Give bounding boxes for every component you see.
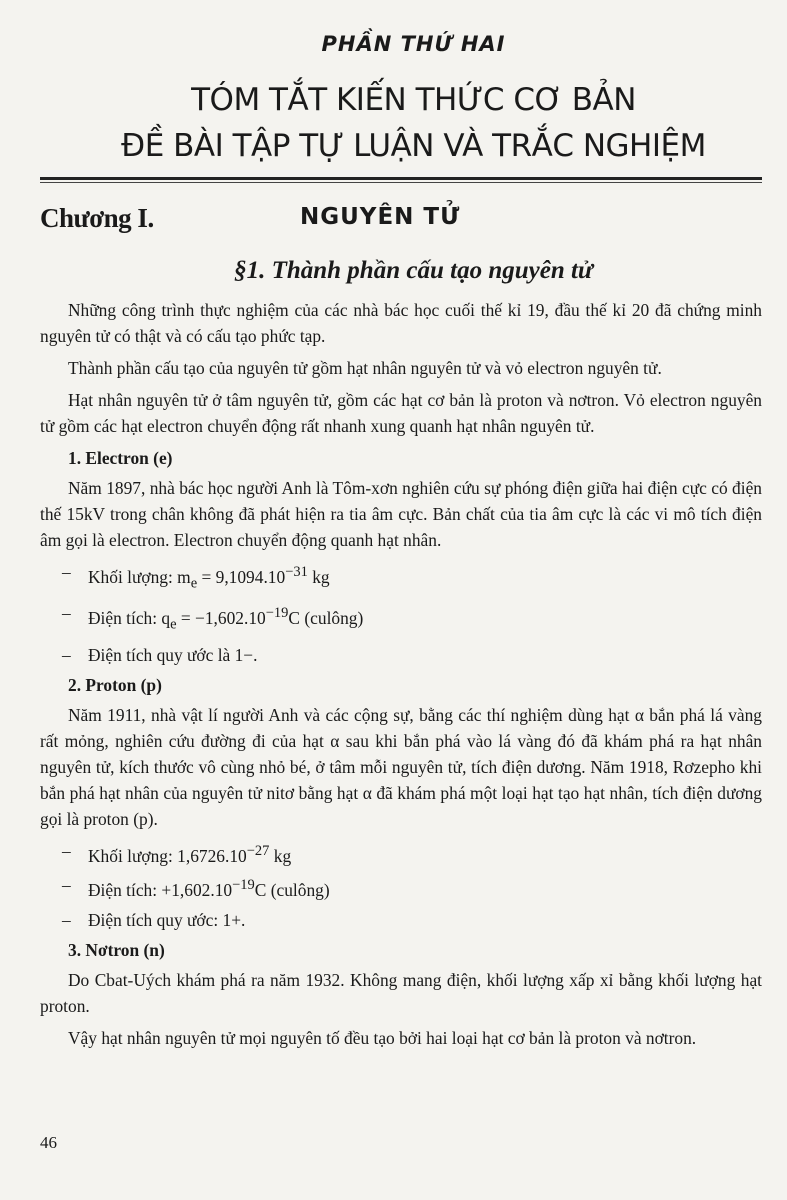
chapter-label: Chương I. [40,203,154,233]
electron-paragraph: Năm 1897, nhà bác học người Anh là Tôm-xơn nghiên cứu sự phóng điện giữa hai điện cực có điện thế 15kV trong chân không đã phát hiện ra tia âm cực. Bản chất của tia âm cực là các vi mô tích điện âm gọi là electron. Electron chuyển động quanh hạt nhân. [40,478,762,550]
body-text [40,297,762,1057]
chapter-title: NGUYÊN TỬ [300,204,461,230]
header-rule-thin [40,182,762,183]
electron-charge: – Điện tích: $q_e = -1,602.10^{-19}C$ (culông) [62,603,364,633]
proton-conventional-charge: – Điện tích quy ước: 1+. [62,910,246,931]
intro-paragraph-2: Thành phần cấu tạo của nguyên tử gồm hạt nhân nguyên tử và vỏ electron nguyên tử. [68,358,662,378]
intro-paragraph-3: Hạt nhân nguyên tử ở tâm nguyên tử, gồm các hạt cơ bản là proton và nơtron. Vỏ electron nguyên tử gồm các hạt electron chuyển động rất nhanh xung quanh hạt nhân nguyên tử. [40,390,762,436]
proton-charge: – Điện tích: $+1,602.10^{-19}C$ (culông) [62,875,330,901]
neutron-heading: 3. Nơtron (n) [68,940,165,961]
neutron-paragraph: Do Cbat-Uých khám phá ra năm 1932. Không mang điện, khối lượng xấp xỉ bằng khối lượng hạt proton. [40,970,762,1017]
conclusion-paragraph: Vậy hạt nhân nguyên tử mọi nguyên tố đều tạo bởi hai loại hạt cơ bản là proton và nơtron. [68,1028,697,1049]
page-number: 46 [40,1133,57,1152]
electron-mass: – Khối lượng: $m_e = 9,1094.10^{-31}$ kg [62,562,330,592]
proton-heading: 2. Proton (p) [68,674,162,695]
header-rule-thick [40,177,762,180]
main-title-line1: TÓM TẮT KIẾN THỨC CƠ BẢN [191,82,636,118]
main-title-line2: ĐỀ BÀI TẬP TỰ LUẬN VÀ TRẮC NGHIỆM [121,128,706,164]
proton-properties [40,838,762,934]
proton-paragraph: Năm 1911, nhà vật lí người Anh và các cộng sự, bằng các thí nghiệm dùng hạt α bắn phá lá vàng rất mỏng, nghiên cứu đường đi của hạt α sau khi bắn phá vào lá vàng đó đã khám phá ra hạt nhân nguyên tử, kích thước vô cùng nhỏ bé, ở tâm mỗi nguyên tử, tích điện dương. Năm 1918, Rơzepho khi bắn phá hạt nhân của nguyên tử nitơ bằng hạt α đã khám phá một loại hạt tạo hạt nhân, tích điện dương gọi là proton (p). [40,704,762,829]
electron-conventional-charge: – Điện tích quy ước là 1−. [62,644,258,665]
electron-heading: 1. Electron (e) [68,448,173,468]
section-title: §1. Thành phần cấu tạo nguyên tử [234,257,593,284]
electron-properties [40,559,762,668]
part-label: PHẦN THỨ HAI [321,32,506,56]
intro-paragraph-1: Những công trình thực nghiệm của các nhà bác học cuối thế kỉ 19, đầu thế kỉ 20 đã chứng minh nguyên tử có thật và có cấu tạo phức tạp. [40,300,762,346]
proton-mass: – Khối lượng: $1,6726.10^{-27}$ kg [62,840,292,866]
